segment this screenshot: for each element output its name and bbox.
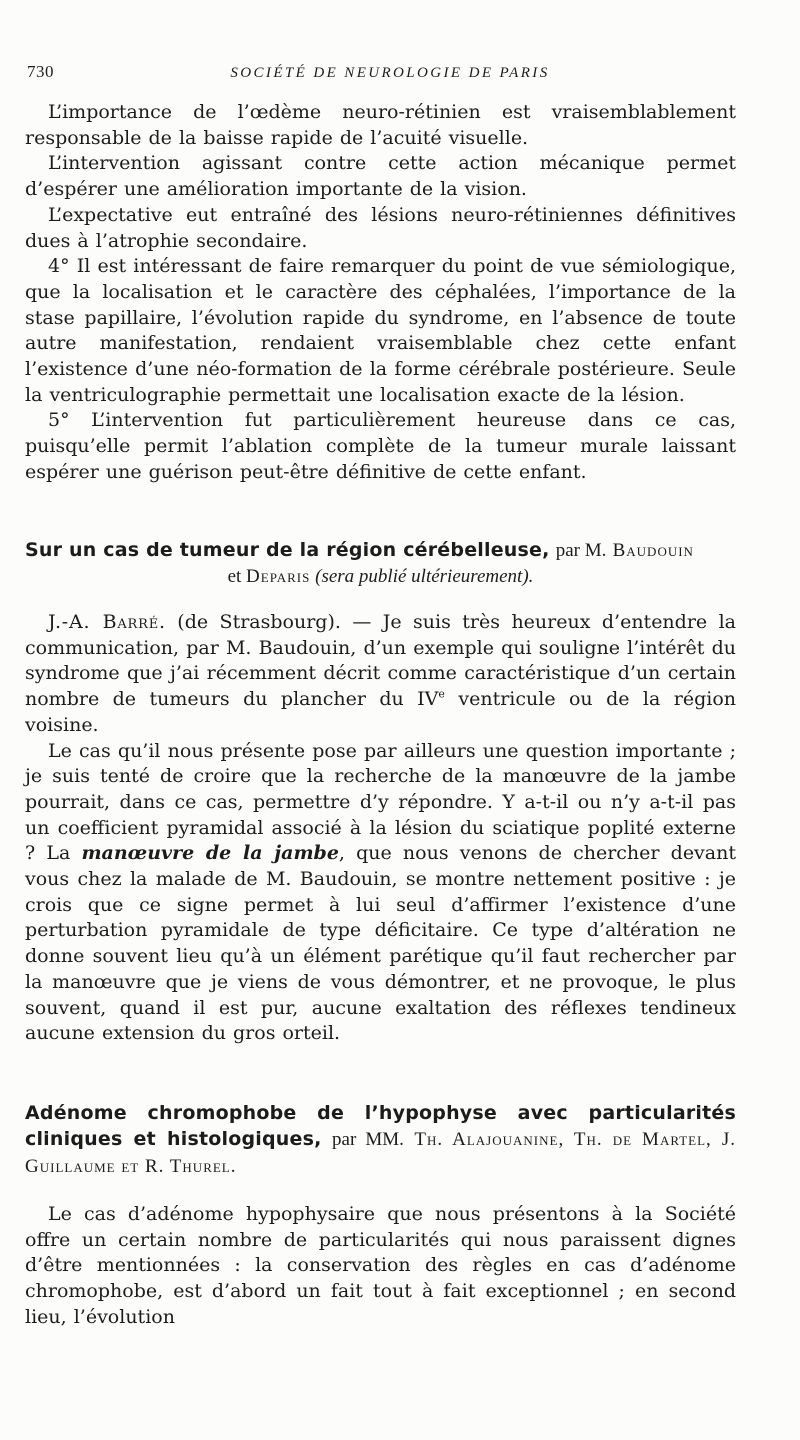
paragraph: 5° L’intervention fut particulièrement heureuse dans ce cas, puisqu’elle permit l’ablation complète de la tumeur murale laissant espérer une guérison peut-être définitive de cette enfant. bbox=[25, 409, 736, 483]
author-name: Deparis bbox=[246, 566, 311, 587]
paragraph: L’importance de l’œdème neuro-rétinien est vraisemblablement responsable de la baisse rapide de l’acuité visuelle. bbox=[25, 101, 736, 149]
section-heading-cerebellar-tumor bbox=[25, 537, 736, 590]
byline-par: par M. bbox=[555, 540, 607, 561]
superscript: e bbox=[438, 687, 445, 701]
paragraph: L’intervention agissant contre cette action mécanique permet d’espérer une amélioration importante de la vision. bbox=[25, 152, 736, 201]
authors-list: Th. Alajouanine, Th. de Martel, J. Guillaume et R. Thurel. bbox=[25, 1129, 736, 1177]
byline-par: par MM. bbox=[332, 1129, 404, 1150]
author-name: Baudouin bbox=[612, 540, 694, 561]
journal-title: SOCIÉTÉ DE NEUROLOGIE DE PARIS bbox=[230, 65, 550, 81]
paragraph: 4° Il est intéressant de faire remarquer du point de vue sémiologique, que la localisation et le caractère des céphalées, l’importance de la stase papillaire, l’évolution rapide du syndrome, en l’absence de toute autre manifestation, rendaient vraisemblable chez cette enfant l’existence d’une néo-formation de la forme cérébrale postérieure. Seule la ventriculographie permettait une localisation exacte de la lésion. bbox=[25, 255, 736, 406]
running-header bbox=[27, 62, 738, 84]
page-number: 730 bbox=[27, 62, 54, 81]
paragraph: J.-A. Barré. (de Strasbourg). — Je suis très heureux d’entendre la communication, par M. Baudouin, d’un exemple qui souligne l’intérêt du syndrome que j’ai récemment décrit comme caractéristique d’un certain nombre de tumeurs du plancher du IVe ventricule ou de la région voisine. bbox=[25, 611, 737, 736]
speaker-name: J.-A. Barré. bbox=[48, 611, 166, 633]
paragraph: Le cas d’adénome hypophysaire que nous présentons à la Société offre un certain nombre de particularités qui nous paraissent dignes d’être mentionnées : la conservation des règles en cas d’adénome chromophobe, est d’abord un fait tout à fait exceptionnel ; en second lieu, l’évolution bbox=[25, 1203, 736, 1328]
final-paragraph-block bbox=[25, 1202, 736, 1331]
section-title: Adénome chromophobe de l’hypophyse avec particularités cliniques et histologiques, bbox=[25, 1102, 736, 1150]
emphasis: manœuvre de la jambe bbox=[81, 842, 339, 865]
paragraph: L’expectative eut entraîné des lésions neuro-rétiniennes définitives dues à l’atrophie secondaire. bbox=[25, 203, 736, 252]
conclusions-block bbox=[25, 100, 736, 486]
section-heading-hypophysis bbox=[25, 1100, 736, 1180]
publication-note: (sera publié ultérieurement). bbox=[315, 566, 534, 587]
paragraph: Le cas qu’il nous présente pose par ailleurs une question importante ; je suis tenté de croire que la recherche de la manœuvre de la jambe pourrait, dans ce cas, permettre d’y répondre. Y a-t-il ou n’y a-t-il pas un coefficient pyramidal associé à la lésion du sciatique poplité externe ? La manœuvre de la jambe, que nous venons de chercher devant vous chez la malade de M. Baudouin, se montre nettement positive : je crois que ce signe permet à lui seul d’affirmer l’existence d’une perturbation pyramidale de type déficitaire. Ce type d’altération ne donne souvent lieu qu’à un élément parétique qu’il faut rechercher par la manœuvre que je viens de vous démontrer, et ne provoque, le plus souvent, quand il est pur, aucune exaltation des réflexes tendineux aucune extension du gros orteil. bbox=[25, 739, 736, 1045]
discussion-block bbox=[25, 610, 736, 1047]
conjunction: et bbox=[227, 566, 242, 587]
section-title: Sur un cas de tumeur de la région cérébelleuse, bbox=[25, 539, 550, 561]
